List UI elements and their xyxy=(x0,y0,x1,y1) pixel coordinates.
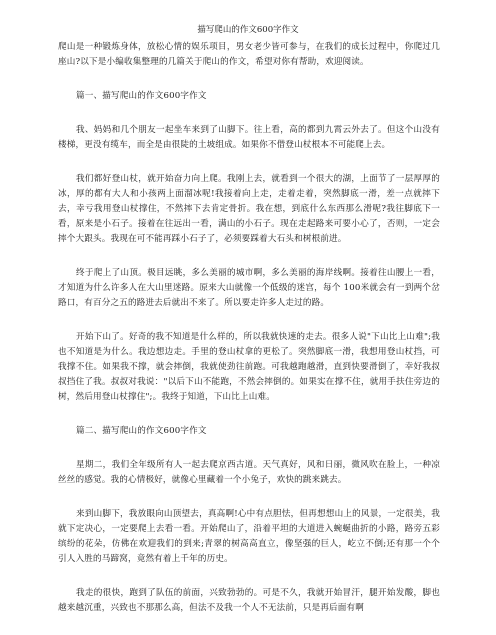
paragraph: 我们都好登山杖，就开始奋力向上爬。我刚上去，就看到一个很大的湖，上面节了一层厚厚的冰，厚的都有大人和小孩两上面溜冰呢!我接着向上走，走着走着，突然脚底一滑，差一点就摔下去，幸亏我用登山杖撑住，不然摔下去肯定骨折。我在想，到底什么东西那么滑呢?我往脚底下一看，原来是小石子。接着在往远出一看，满山的小石子。现在走起路来可要小心了，否则，一定会摔个大跟头。我现在可不能再踩小石子了，必须要踩着大石头和树根前进。 xyxy=(58,174,440,244)
document-title: 描写爬山的作文600字作文 xyxy=(197,25,299,35)
section-heading-1: 篇一、描写爬山的作文600字作文 xyxy=(76,91,207,101)
intro-paragraph: 爬山是一种锻炼身体，放松心情的娱乐项目，男女老少皆可参与，在我们的成长过程中，你爬过几座山?以下是小编收集整理的几篇关于爬山的作文，希望对你有帮助，欢迎阅读。 xyxy=(58,42,440,67)
paragraph: 来到山脚下，我放眼向山顶望去，真高啊!心中有点胆怯，但再想想山上的风景，一定很美，我就下定决心，一定要爬上去看一看。开始爬山了，沿着平坦的大道进入蜿蜒曲折的小路，路旁五彩缤纷的花朵，仿佛在欢迎我们的到来;青翠的树高高直立，像坚强的巨人，屹立不倒;还有那一个个引人入胜的马蹄窝，竟然有着上千年的历史。 xyxy=(58,509,440,564)
paragraph: 终于爬上了山顶。极目远眺，多么美丽的城市啊，多么美丽的海岸线啊。接着往山腰上一看，才知道为什么许多人在大山里迷路。原来大山就像一个低级的迷宫，每个 100米就会有一到两个岔路口，有百分之五的路进去后就出不来了。所以要走许多人走过的路。 xyxy=(58,268,440,308)
paragraph: 我走的很快，跑到了队伍的前面，兴致勃勃的。可是不久，我就开始冒汗，腿开始发酸，脚也越来越沉重，兴致也不那那么高，但法不及我一个人不无法前，只是再后面有啊 xyxy=(58,588,440,613)
document-body xyxy=(58,40,440,635)
paragraph: 我、妈妈和几个朋友一起坐车来到了山脚下。往上看，高的都到九霄云外去了。但这个山没有楼梯，更没有缆车，而全是由很陡的土坡组成。如果你不借登山杖根本不可能爬上去。 xyxy=(58,125,440,150)
paragraph: 开始下山了。好奇的我不知道是什么样的，所以我就快速的走去。很多人说"下山比上山难";我也不知道是为什么。我边想边走。手里的登山杖拿的更松了。突然脚底一滑，我想用登山杖挡，可我撑不住。如果我不撑，就会摔倒，我就使劲往前跑。可我越跑越滑，直到快要滑倒了，幸好我叔叔挡住了我。叔叔对我说："以后下山不能跑，不然会摔倒的。如果实在撑不住，就用手扶住旁边的树，然后用登山杖撑住";。我终于知道，下山比上山难。 xyxy=(58,332,440,402)
section-heading-2: 篇二、描写爬山的作文600字作文 xyxy=(76,426,207,436)
paragraph: 星期二，我们全年级所有人一起去爬京西古道。天气真好，风和日丽，微风吹在脸上，一种凉丝丝的感觉。我的心情极好，就像心里藏着一个小兔子，欢快的跳来跳去。 xyxy=(58,460,440,485)
